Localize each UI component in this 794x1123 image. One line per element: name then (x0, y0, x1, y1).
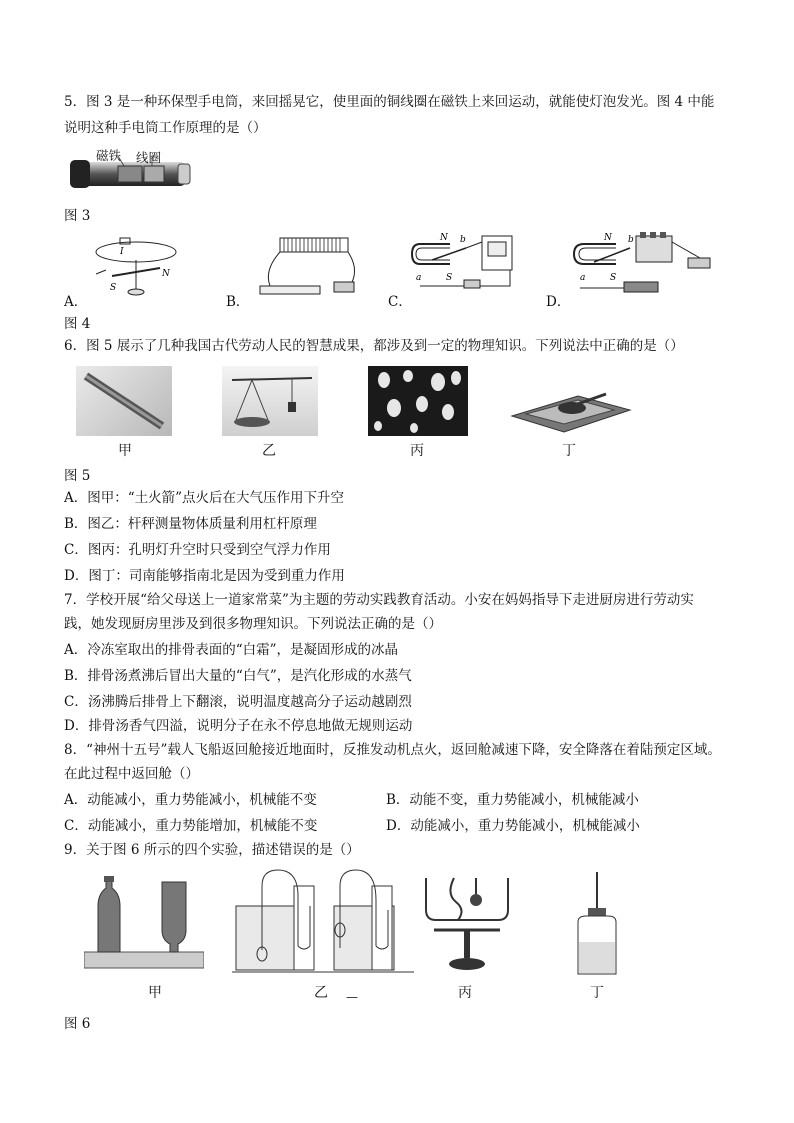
q5-stem-line1: 5．图 3 是一种环保型手电筒，来回摇晃它，使里面的铜线圈在磁铁上来回运动，就能使灯泡发光。图 4 中能 (64, 94, 715, 110)
fig6-yi-caption: 乙 (314, 985, 328, 1001)
electromagnet-diagram (250, 230, 365, 300)
figure-3-caption: 图 3 (64, 208, 91, 224)
terminal-b-letter-d: b (628, 235, 634, 245)
fire-rocket-photo (76, 366, 172, 436)
q8-option-c: C．动能减小，重力势能增加，机械能不变 (64, 818, 318, 834)
current-letter-i: I (120, 247, 124, 257)
north-pole-letter-c: N (440, 233, 448, 243)
bottle-tube-diagram (572, 872, 622, 978)
terminal-a-letter-d: a (580, 273, 586, 283)
stray-dash-mark: — (346, 990, 358, 1004)
image-ding-caption: 丁 (562, 443, 576, 459)
q9-stem: 9．关于图 6 所示的四个实验，描述错误的是（） (64, 842, 360, 858)
q8-stem-line1: 8．“神州十五号”载人飞船返回舱接近地面时，反推发动机点火，返回舱减速下降，安全降落在着陆预定区域。 (64, 742, 721, 758)
q7-option-c: C．汤沸腾后排骨上下翻滚，说明温度越高分子运动越剧烈 (64, 694, 412, 710)
steelyard-scale-photo (222, 366, 318, 436)
q8-stem-line2: 在此过程中返回舱（） (64, 766, 199, 782)
q7-option-a: A．冷冻室取出的排骨表面的“白霜”，是凝固形成的冰晶 (64, 642, 399, 658)
fluid-flow-tube-diagram (424, 874, 510, 978)
figure-6-caption: 图 6 (64, 1016, 91, 1032)
generator-galvanometer-diagram (410, 230, 525, 300)
q7-option-b: B．排骨汤煮沸后冒出大量的“白气”，是汽化形成的水蒸气 (64, 668, 412, 684)
magnet-label: 磁铁 (96, 148, 122, 163)
q6-option-c: C．图丙：孔明灯升空时只受到空气浮力作用 (64, 542, 331, 558)
south-pole-letter-c: S (446, 273, 453, 283)
south-pole-letter: S (110, 283, 117, 293)
compass-sinan-photo (508, 366, 634, 436)
north-pole-letter: N (162, 269, 170, 279)
oersted-experiment-diagram (90, 228, 180, 300)
q6-stem: 6．图 5 展示了几种我国古代劳动人民的智慧成果，都涉及到一定的物理知识。下列说法中正确的是（） (64, 338, 684, 354)
image-jia-caption: 甲 (118, 443, 132, 459)
q6-option-a: A．图甲：“土火箭”点火后在大气压作用下升空 (64, 490, 345, 506)
terminal-a-letter-c: a (416, 273, 422, 283)
terminal-b-letter-c: b (460, 235, 466, 245)
q6-option-d: D．图丁：司南能够指南北是因为受到重力作用 (64, 568, 345, 584)
fig4-option-a-label: A． (64, 294, 88, 310)
fig4-option-b-label: B． (226, 294, 250, 310)
image-bing-caption: 丙 (410, 443, 424, 459)
q7-stem-line1: 7．学校开展“给父母送上一道家常菜”为主题的劳动实践教育活动。小安在妈妈指导下走进厨房进行劳动实 (64, 592, 694, 608)
coil-label: 线圈 (136, 150, 162, 165)
q8-option-a: A．动能减小，重力势能减小，机械能不变 (64, 792, 317, 808)
fig4-option-d-label: D． (546, 294, 571, 310)
flashlight-image (66, 144, 196, 192)
image-yi-caption: 乙 (262, 443, 276, 459)
fig6-bing-caption: 丙 (458, 985, 472, 1001)
motor-battery-diagram (570, 228, 720, 300)
figure-4-caption: 图 4 (64, 316, 91, 332)
q7-option-d: D．排骨汤香气四溢，说明分子在永不停息地做无规则运动 (64, 718, 413, 734)
liquid-pressure-manometer-diagram (232, 866, 414, 976)
fig4-option-c-label: C． (388, 294, 412, 310)
south-pole-letter-d: S (610, 273, 617, 283)
q8-option-b: B．动能不变，重力势能减小，机械能减小 (386, 792, 639, 808)
sky-lanterns-photo (368, 366, 468, 436)
figure-5-caption: 图 5 (64, 468, 91, 484)
fig6-jia-caption: 甲 (148, 985, 162, 1001)
q8-option-d: D．动能减小，重力势能减小，机械能减小 (386, 818, 640, 834)
q5-stem-line2: 说明这种手电筒工作原理的是（） (64, 120, 267, 136)
bottle-pressure-diagram (84, 870, 204, 974)
q7-stem-line2: 践，她发现厨房里涉及到很多物理知识。下列说法正确的是（） (64, 616, 442, 632)
fig6-ding-caption: 丁 (590, 985, 604, 1001)
north-pole-letter-d: N (604, 233, 612, 243)
q6-option-b: B．图乙：杆秤测量物体质量利用杠杆原理 (64, 516, 317, 532)
